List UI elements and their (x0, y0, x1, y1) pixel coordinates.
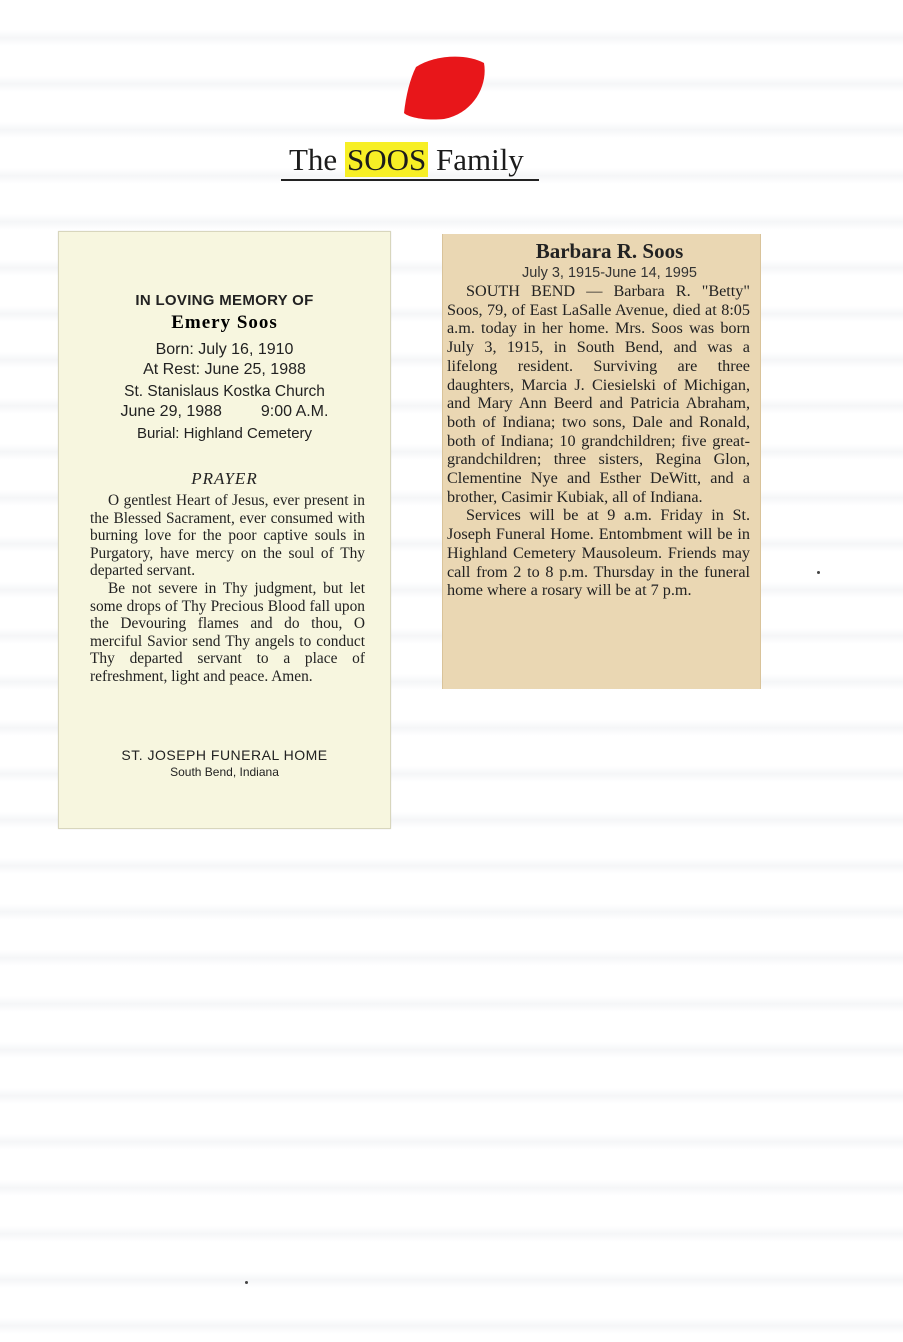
prayer-text (90, 492, 365, 686)
card-funeral-home: ST. JOSEPH FUNERAL HOME (121, 747, 328, 763)
obituary-text (447, 282, 750, 600)
paper-speck (817, 571, 820, 574)
page-title (281, 141, 539, 181)
obituary-clipping (442, 234, 761, 689)
card-service-time: 9:00 A.M. (260, 403, 329, 420)
prayer-title: PRAYER (191, 469, 258, 488)
red-tab-marker (404, 55, 486, 121)
card-burial: Burial: Highland Cemetery (136, 425, 313, 442)
card-heading: IN LOVING MEMORY OF (135, 292, 314, 309)
obituary-dates: July 3, 1915-June 14, 1995 (522, 265, 697, 281)
card-service-date: June 29, 1988 (120, 403, 222, 420)
card-rest-date: At Rest: June 25, 1988 (143, 361, 306, 378)
paper-speck (245, 1281, 248, 1284)
card-born-date: Born: July 16, 1910 (155, 341, 294, 358)
prayer-paragraph: Be not severe in Thy judgment, but let some drops of Thy Precious Blood fall upon the Devouring flames and do thou, O merciful Savior send Thy angels to conduct Thy departed servant to a place of refreshment, light and peace. Amen. (90, 579, 365, 685)
card-funeral-home-city: South Bend, Indiana (170, 765, 279, 779)
card-deceased-name: Emery Soos (171, 312, 278, 333)
card-church: St. Stanislaus Kostka Church (124, 383, 325, 400)
page-title-highlight: SOOS (346, 142, 427, 177)
page-title-prefix: The (289, 142, 345, 177)
card-service-line (59, 403, 390, 421)
memorial-card (58, 231, 391, 829)
page-title-suffix: Family (428, 142, 524, 177)
obituary-paragraph: Services will be at 9 a.m. Friday in St. Joseph Funeral Home. Entombment will be in Highland Cemetery Mausoleum. Friends may call from 2 to 8 p.m. Thursday in the funeral home where a rosary will be at 7 p.m. (447, 506, 750, 600)
obituary-name: Barbara R. Soos (535, 239, 684, 263)
prayer-paragraph: O gentlest Heart of Jesus, ever present in the Blessed Sacrament, ever consumed with burning love for the poor captive souls in Purgatory, have mercy on the soul of Thy departed servant. (90, 492, 365, 580)
obituary-paragraph: SOUTH BEND — Barbara R. "Betty" Soos, 79, of East LaSalle Avenue, died at 8:05 a.m. today in her home. Mrs. Soos was born July 3, 1915, in South Bend, and was a lifelong resident. Surviving are three daughters, Marcia J. Ciesielski of Michigan, and Mary Ann Beerd and Patricia Abraham, both of Indiana; two sons, Dale and Ronald, both of Indiana; 10 grandchildren; five great-grandchildren; three sisters, Regina Glon, Clementine Nye and Esther DeWitt, and a brother, Casimir Kubiak, all of Indiana. (447, 282, 750, 506)
